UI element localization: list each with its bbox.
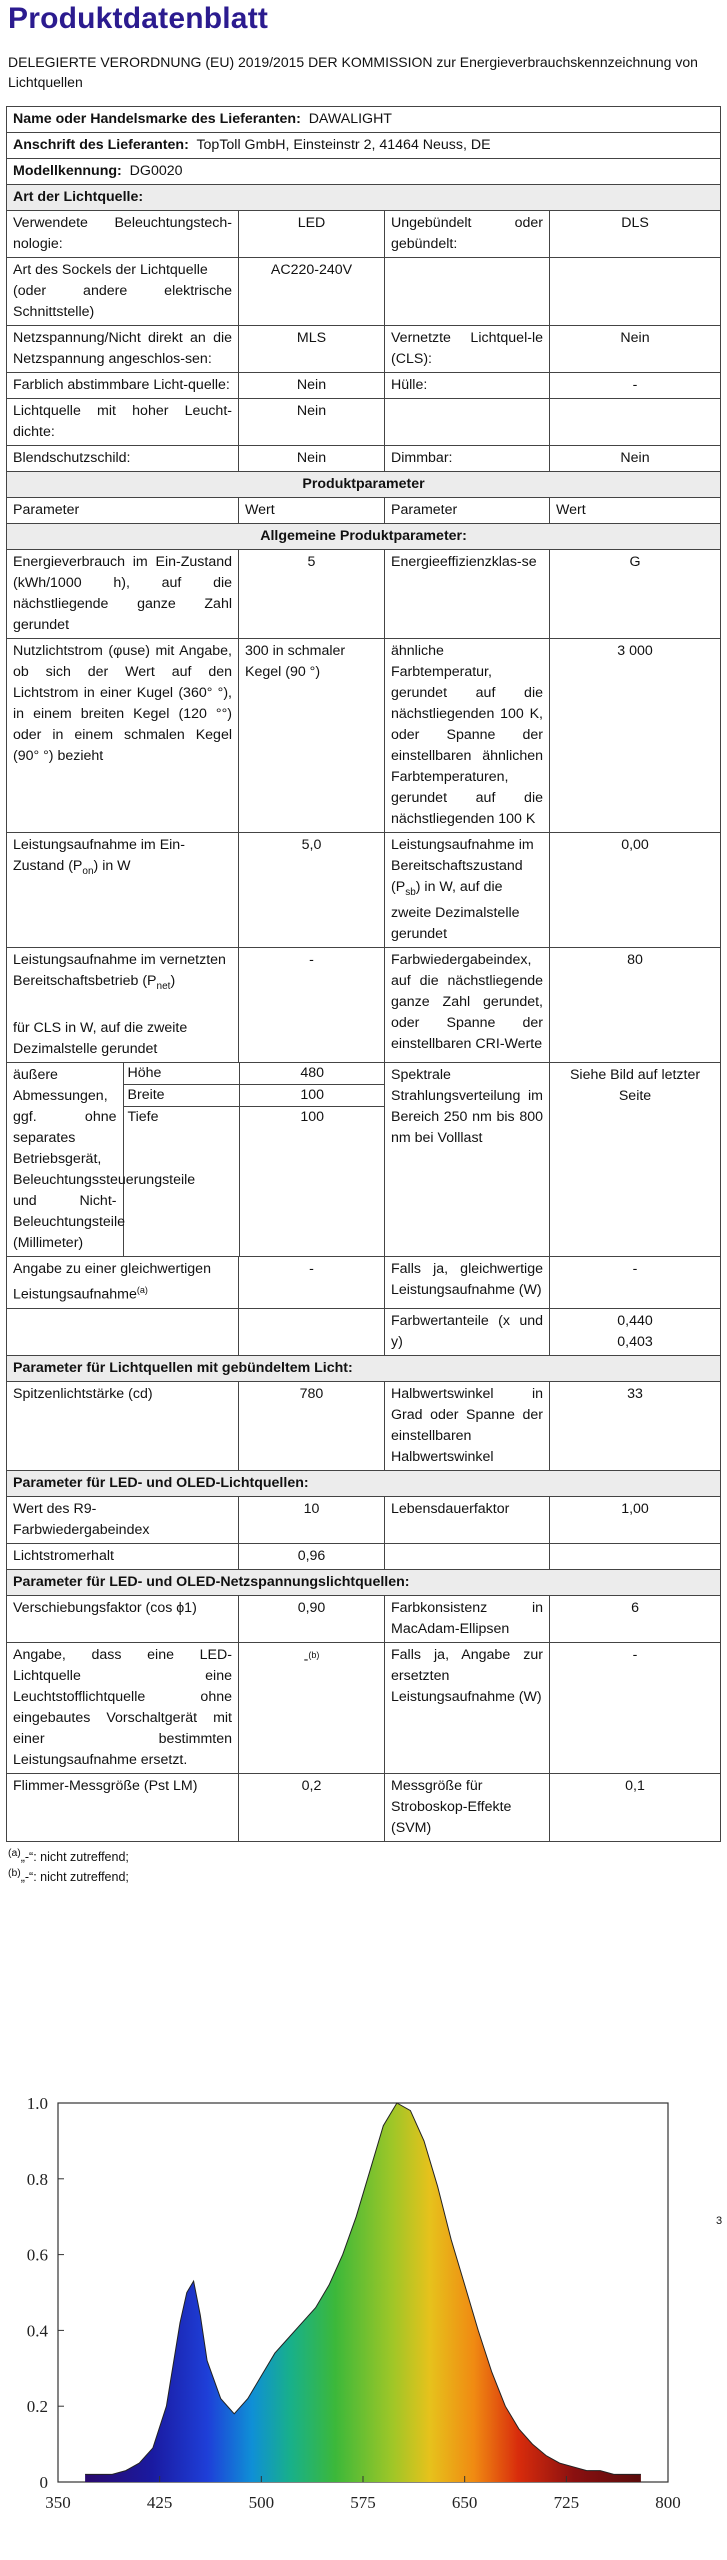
art-value: Nein (550, 326, 721, 373)
param-value: 1,00 (550, 1496, 721, 1543)
param-value: 10 (239, 1496, 385, 1543)
param-label: Lichtstromerhalt (7, 1543, 239, 1569)
led-heading-row (7, 1470, 721, 1496)
param-value: 80 (550, 947, 721, 1062)
chromaticity-x: 0,440 (617, 1312, 653, 1329)
art-value: Nein (550, 446, 721, 472)
param-value: 0,00 (550, 833, 721, 948)
art-row (7, 211, 721, 258)
art-heading-row (7, 185, 721, 211)
y-tick-label: 0.6 (26, 2245, 48, 2265)
dimension-key: Höhe (127, 1064, 162, 1081)
param-label: Spitzenlichtstärke (cd) (7, 1381, 239, 1470)
param-label: Energieverbrauch im Ein-Zustand (kWh/1000 h), auf die nächstliegende ganze Zahl gerundet (7, 550, 239, 639)
art-row (7, 258, 721, 326)
param-value: 5 (239, 550, 385, 639)
param-row (7, 1773, 721, 1841)
param-value: - (550, 1642, 721, 1773)
led-heading: Parameter für LED- und OLED-Lichtquellen: (7, 1470, 721, 1496)
param-label: Falls ja, gleichwertige Leistungsaufnahme (W) (385, 1257, 550, 1309)
param-label: Angabe zu einer gleichwertigen Leistungsaufnahme (13, 1261, 211, 1303)
dimensions-row (7, 1062, 721, 1257)
address-row (7, 133, 721, 159)
art-value: Nein (239, 373, 385, 399)
x-tick-label: 800 (655, 2493, 681, 2512)
param-value: - (303, 1651, 309, 1668)
param-row (7, 550, 721, 639)
art-label: Netzspannung/Nicht direkt an die Netzspannung angeschlos-sen: (7, 326, 239, 373)
footnote-ref: (b) (308, 1649, 320, 1660)
param-value: 5,0 (239, 833, 385, 948)
art-value: AC220-240V (239, 258, 385, 326)
x-tick-label: 350 (45, 2493, 71, 2512)
art-value: DLS (550, 211, 721, 258)
param-value: Siehe Bild auf letzter Seite (550, 1062, 721, 1257)
params-heading-row (7, 472, 721, 498)
param-value: 0,2 (239, 1773, 385, 1841)
art-label: Art des Sockels der Lichtquelle (13, 262, 208, 278)
general-heading-row (7, 524, 721, 550)
x-tick-label: 575 (350, 2493, 376, 2512)
param-value: 0,90 (239, 1595, 385, 1642)
mains-heading: Parameter für LED- und OLED-Netzspannungslichtquellen: (7, 1569, 721, 1595)
param-row (7, 1257, 721, 1309)
art-value: Nein (239, 446, 385, 472)
footnote-ref: (a) (136, 1285, 148, 1296)
art-label: Blendschutzschild: (7, 446, 239, 472)
param-value: G (550, 550, 721, 639)
art-heading: Art der Lichtquelle: (7, 185, 721, 211)
art-value: LED (239, 211, 385, 258)
art-label: Hülle: (385, 373, 550, 399)
param-row (7, 639, 721, 833)
param-value: 0,96 (239, 1543, 385, 1569)
x-tick-label: 650 (451, 2493, 478, 2512)
param-row (7, 1381, 721, 1470)
param-value: 3 000 (550, 639, 721, 833)
art-value: - (550, 373, 721, 399)
art-label (385, 399, 550, 446)
address-label: Anschrift des Lieferanten: (13, 137, 189, 153)
col-header-parameter: Parameter (7, 498, 239, 524)
params-heading: Produktparameter (7, 472, 721, 498)
dimension-key: Breite (123, 1084, 239, 1106)
art-label: Farblich abstimmbare Licht-quelle: (7, 373, 239, 399)
x-tick-label: 425 (146, 2493, 173, 2512)
mains-heading-row (7, 1569, 721, 1595)
param-label: ähnliche Farbtemperatur, gerundet auf die nächstliegenden 100 K, oder Spanne der einstellbaren ähnlichen Farbtemperaturen, gerundet auf die nächstliegenden 100 K (385, 639, 550, 833)
art-value: MLS (239, 326, 385, 373)
y-tick-label: 0.4 (26, 2321, 48, 2341)
art-row (7, 446, 721, 472)
dimensions-label: äußere Abmessungen, ggf. ohne separates Betriebsgerät, Beleuchtungssteuerungsteile und Nicht-Beleuchtungsteile (Millimeter) (7, 1063, 123, 1257)
param-row (7, 1496, 721, 1543)
param-value: 780 (239, 1381, 385, 1470)
param-value: - (550, 1257, 721, 1309)
param-label: Leistungsaufnahme im Ein-Zustand $(P_{on})$ in W (7, 833, 239, 948)
param-label: Leistungsaufnahme im Bereitschaftszustand $(P_{sb})$ in W, auf die zweite Dezimalstelle gerundet (385, 833, 550, 948)
art-row (7, 399, 721, 446)
directional-heading-row (7, 1355, 721, 1381)
column-header-row (7, 498, 721, 524)
param-label: Halbwertswinkel in Grad oder Spanne der einstellbaren Halbwertswinkel (385, 1381, 550, 1470)
param-value: 0,1 (550, 1773, 721, 1841)
footnote-a: $^{(a)}$„-“: nicht zutreffend; (8, 1848, 129, 1865)
x-tick-label: 725 (553, 2493, 580, 2512)
param-label: Falls ja, Angabe zur ersetzten Leistungsaufnahme (W) (385, 1642, 550, 1773)
dimension-value: 480 (239, 1063, 385, 1085)
art-label: Dimmbar: (385, 446, 550, 472)
param-label: Farbkonsistenz in MacAdam-Ellipsen (385, 1595, 550, 1642)
product-data-table (6, 106, 721, 1842)
art-value (550, 258, 721, 326)
supplier-label: Name oder Handelsmarke des Lieferanten: (13, 111, 301, 127)
param-label: Farbwertanteile (x und y) (385, 1308, 550, 1355)
param-value: 300 in schmaler Kegel (90 °) (239, 639, 385, 833)
supplier-value: DAWALIGHT (308, 111, 392, 127)
param-row (7, 1595, 721, 1642)
param-label: Angabe, dass eine LED-Lichtquelle eine Leuchtstofflichtquelle ohne eingebautes Vorschaltgerät mit einer bestimmten Leistungsaufnahme ersetzt. (7, 1642, 239, 1773)
page-title: Produktdatenblatt (8, 2, 269, 35)
dimension-value: 100 (239, 1084, 385, 1106)
param-row (7, 1308, 721, 1355)
param-label: Leistungsaufnahme im vernetzten Bereitschaftsbetrieb $(P_{net})$ für CLS in W, auf die zweite Dezimalstelle gerundet (7, 947, 239, 1062)
art-value: Nein (239, 399, 385, 446)
y-tick-label: 1.0 (26, 2094, 48, 2113)
param-label: Farbwiedergabeindex, auf die nächstliegende ganze Zahl gerundet, oder Spanne der einstellbaren CRI-Werte (385, 947, 550, 1062)
art-value (550, 399, 721, 446)
dimensions-table (7, 1063, 385, 1257)
art-label: Verwendete Beleuchtungstech-nologie: (7, 211, 239, 258)
param-row (7, 947, 721, 1062)
art-label: Vernetzte Lichtquel-le (CLS): (385, 326, 550, 373)
dimension-key: Tiefe (123, 1106, 239, 1256)
col-header-value: Wert (550, 498, 721, 524)
param-label: Messgröße für Stroboskop-Effekte (SVM) (385, 1773, 550, 1841)
art-label: Ungebündelt oder gebündelt: (385, 211, 550, 258)
model-value: DG0020 (129, 163, 183, 179)
param-value: - (239, 947, 385, 1062)
param-value: 33 (550, 1381, 721, 1470)
y-tick-label: 0 (39, 2473, 48, 2492)
socket-note: (oder andere elektrische Schnittstelle) (13, 283, 232, 320)
param-label: Nutzlichtstrom (φuse) mit Angabe, ob sich der Wert auf den Lichtstrom in einer Kugel (360° °), in einem breiten Kegel (120 °°) oder in einem schmalen Kegel (90° °) bezieht (7, 639, 239, 833)
supplier-row (7, 107, 721, 133)
col-header-value: Wert (239, 498, 385, 524)
param-value: - (239, 1257, 385, 1309)
param-label: Spektrale Strahlungsverteilung im Bereich 250 nm bis 800 nm bei Volllast (385, 1062, 550, 1257)
regulation-subtitle: DELEGIERTE VERORDNUNG (EU) 2019/2015 DER KOMMISSION zur Energieverbrauchskennzeichnung von Lichtquellen (8, 54, 698, 90)
y-tick-label: 0.8 (26, 2169, 48, 2189)
art-row (7, 326, 721, 373)
y-tick-label: 0.2 (26, 2397, 48, 2417)
art-row (7, 373, 721, 399)
param-row (7, 1543, 721, 1569)
art-label: Lichtquelle mit hoher Leucht-dichte: (7, 399, 239, 446)
param-label: Flimmer-Messgröße (Pst LM) (7, 1773, 239, 1841)
col-header-parameter: Parameter (385, 498, 550, 524)
param-label: Energieeffizienzklas-se (385, 550, 550, 639)
model-row (7, 159, 721, 185)
param-label: Wert des R9-Farbwiedergabeindex (7, 1496, 239, 1543)
param-value: 6 (550, 1595, 721, 1642)
param-label: Lebensdauerfaktor (385, 1496, 550, 1543)
param-label: Verschiebungsfaktor (cos ϕ1) (7, 1595, 239, 1642)
spectral-distribution-chart (0, 2085, 727, 2560)
page-number: 3 (716, 2215, 723, 2227)
model-label: Modellkennung: (13, 163, 122, 179)
param-row (7, 1642, 721, 1773)
chromaticity-y: 0,403 (617, 1333, 653, 1350)
directional-heading: Parameter für Lichtquellen mit gebündeltem Licht: (7, 1355, 721, 1381)
general-heading: Allgemeine Produktparameter: (7, 524, 721, 550)
x-tick-label: 500 (248, 2493, 275, 2512)
art-label (385, 258, 550, 326)
footnote-b: $^{(b)}$„-“: nicht zutreffend; (8, 1868, 129, 1885)
dimension-value: 100 (239, 1106, 385, 1256)
address-value: TopToll GmbH, Einsteinstr 2, 41464 Neuss, DE (196, 137, 491, 153)
param-row (7, 833, 721, 948)
